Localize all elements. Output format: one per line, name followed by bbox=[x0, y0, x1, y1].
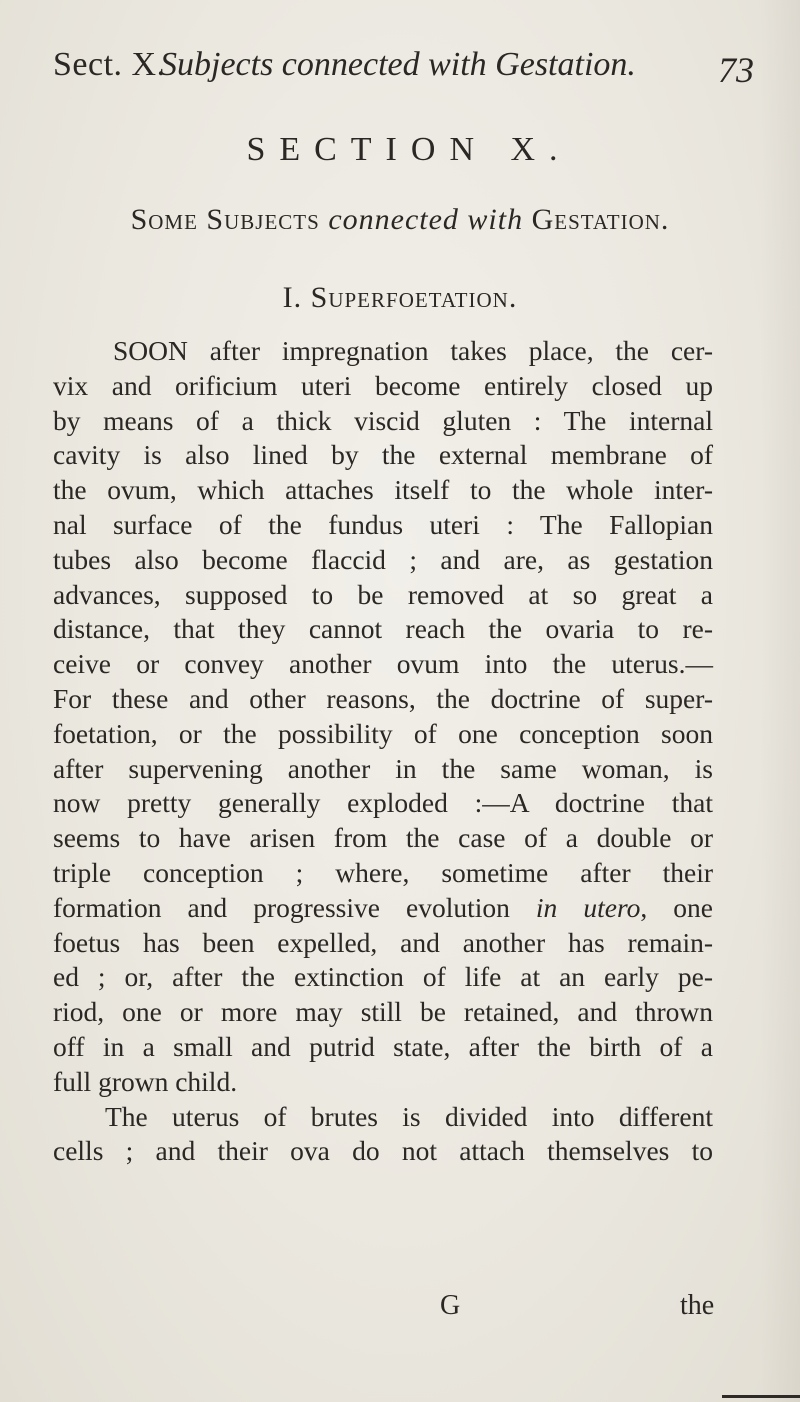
text-line: after supervening another in the same woman, is bbox=[53, 752, 713, 784]
text-line: now pretty generally exploded :—A doctrine that bbox=[53, 787, 713, 819]
subtitle-part-2: Gestation. bbox=[531, 203, 670, 236]
catchline bbox=[0, 1290, 800, 1330]
catchword: the bbox=[680, 1290, 715, 1321]
text-line: cavity is also lined by the external membrane of bbox=[53, 439, 713, 471]
text-line: For these and other reasons, the doctrine of super- bbox=[53, 682, 713, 714]
subtitle-part-1: Some Subjects bbox=[130, 203, 320, 236]
text-segment: , one bbox=[640, 891, 713, 923]
text-line: foetus has been expelled, and another has remain- bbox=[53, 926, 713, 958]
text-line-with-italic bbox=[53, 891, 713, 926]
subsection-heading: I. Superfoetation. bbox=[282, 281, 518, 314]
running-head bbox=[0, 46, 800, 94]
text-line: the ovum, which attaches itself to the whole inter- bbox=[53, 474, 713, 506]
bottom-edge-mark bbox=[722, 1395, 800, 1398]
text-line: cells ; and their ova do not attach themselves to bbox=[53, 1135, 713, 1167]
running-head-title: Subjects connected with Gestation. bbox=[160, 46, 636, 83]
section-subtitle bbox=[0, 203, 800, 237]
text-line: foetation, or the possibility of one conception soon bbox=[53, 717, 713, 749]
running-head-section: Sect. X. bbox=[53, 46, 166, 83]
signature-mark: G bbox=[440, 1290, 461, 1321]
text-line: riod, one or more may still be retained, and thrown bbox=[53, 996, 713, 1028]
page-number: 73 bbox=[718, 50, 754, 90]
body-text bbox=[53, 334, 713, 1169]
text-line: full grown child. bbox=[53, 1065, 238, 1097]
text-line: advances, supposed to be removed at so great a bbox=[53, 578, 713, 610]
section-heading: SECTION X. bbox=[246, 131, 572, 168]
text-line: tubes also become flaccid ; and are, as gestation bbox=[53, 543, 713, 575]
text-segment: formation and progressive evolution bbox=[53, 891, 536, 923]
text-line: triple conception ; where, sometime after their bbox=[53, 856, 713, 888]
text-line: by means of a thick viscid gluten : The internal bbox=[53, 404, 713, 436]
text-line: distance, that they cannot reach the ovaria to re- bbox=[53, 613, 713, 645]
text-line: SOON after impregnation takes place, the cer- bbox=[113, 335, 713, 366]
italic-in-utero: in utero bbox=[535, 891, 641, 923]
text-line: The uterus of brutes is divided into different bbox=[105, 1100, 713, 1132]
text-line: ceive or convey another ovum into the uterus.— bbox=[53, 648, 713, 680]
text-line: vix and orificium uteri become entirely closed up bbox=[53, 369, 713, 401]
subtitle-italic: connected with bbox=[328, 203, 524, 236]
text-line: seems to have arisen from the case of a double or bbox=[53, 822, 713, 854]
text-line: nal surface of the fundus uteri : The Fallopian bbox=[53, 508, 713, 540]
text-line: ed ; or, after the extinction of life at an early pe- bbox=[53, 961, 713, 993]
text-line: off in a small and putrid state, after the birth of a bbox=[53, 1030, 713, 1062]
